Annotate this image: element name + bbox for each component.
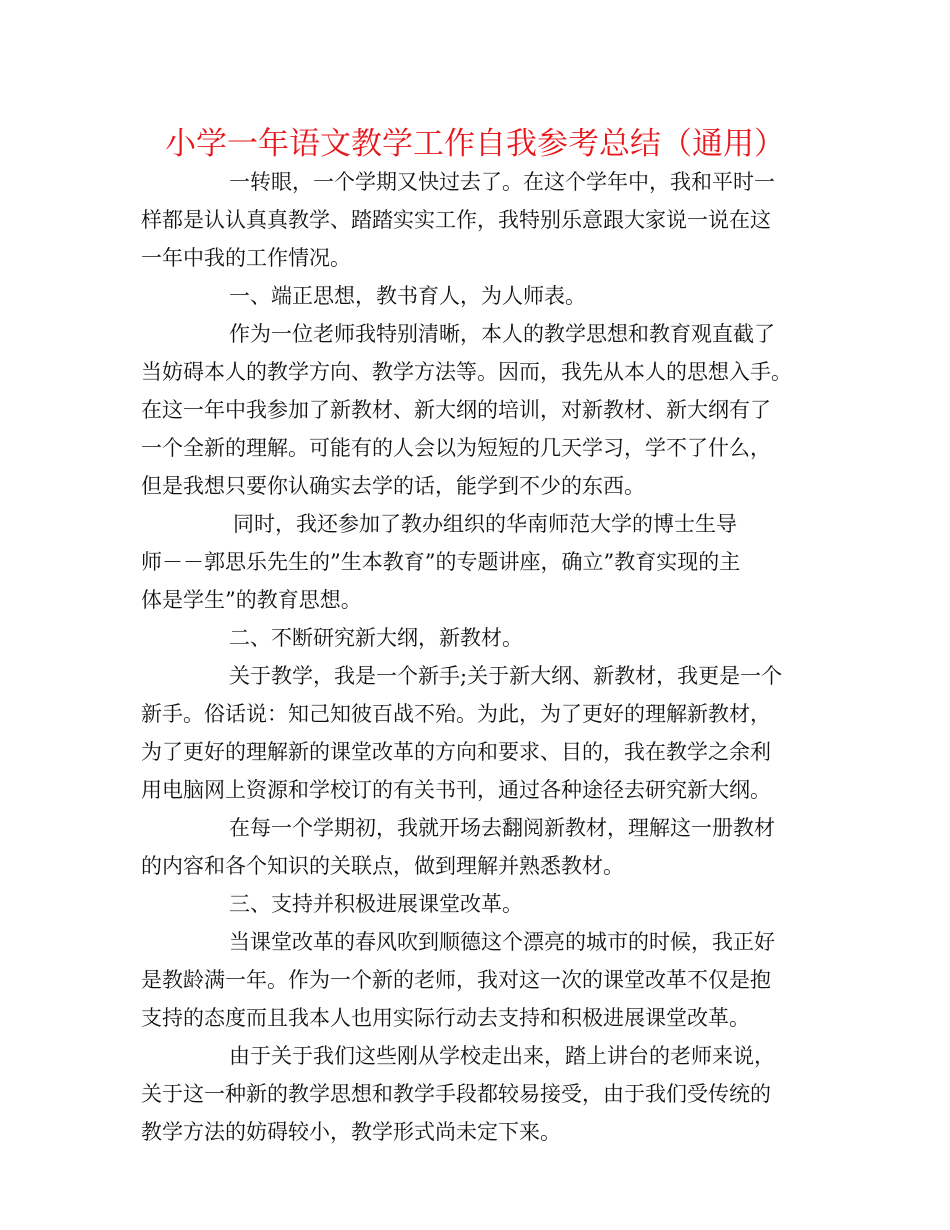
- paragraph-line: 在每一个学期初，我就开场去翻阅新教材，理解这一册教材: [229, 816, 775, 840]
- paragraph-line: 作为一位老师我特别清晰，本人的教学思想和教育观直截了: [229, 322, 775, 346]
- paragraph-line: 同时，我还参加了教办组织的华南师范大学的博士生导: [233, 512, 737, 536]
- section-heading: 二、不断研究新大纲，新教材。: [229, 626, 523, 650]
- paragraph-line: 但是我想只要你认确实去学的话，能学到不少的东西。: [141, 474, 645, 498]
- document-title: 小学一年语文教学工作自我参考总结（通用）: [165, 126, 785, 162]
- paragraph-line: 的内容和各个知识的关联点，做到理解并熟悉教材。: [141, 854, 624, 878]
- paragraph-line: 支持的态度而且我本人也用实际行动去支持和积极进展课堂改革。: [141, 1006, 750, 1030]
- section-heading: 三、支持并积极进展课堂改革。: [229, 892, 523, 916]
- paragraph-line: 用电脑网上资源和学校订的有关书刊，通过各种途径去研究新大纲。: [141, 778, 771, 802]
- paragraph-line: 在这一年中我参加了新教材、新大纲的培训，对新教材、新大纲有了: [141, 398, 771, 422]
- section-heading: 一、端正思想，教书育人，为人师表。: [229, 284, 586, 308]
- paragraph-line: 体是学生”的教育思想。: [141, 588, 362, 612]
- paragraph-line: 由于关于我们这些刚从学校走出来，踏上讲台的老师来说，: [229, 1044, 775, 1068]
- paragraph-line: 教学方法的妨碍较小，教学形式尚未定下来。: [141, 1120, 561, 1144]
- paragraph-line: 关于这一种新的教学思想和教学手段都较易接受，由于我们受传统的: [141, 1082, 771, 1106]
- paragraph-line: 当课堂改革的春风吹到顺德这个漂亮的城市的时候，我正好: [229, 930, 775, 954]
- paragraph-line: 为了更好的理解新的课堂改革的方向和要求、目的，我在教学之余利: [141, 740, 771, 764]
- paragraph-line: 关于教学，我是一个新手;关于新大纲、新教材，我更是一个: [229, 664, 783, 688]
- paragraph-line: 一转眼，一个学期又快过去了。在这个学年中，我和平时一: [229, 170, 775, 194]
- paragraph-line: 师－－郭思乐先生的”生本教育”的专题讲座，确立”教育实现的主: [141, 550, 741, 574]
- paragraph-line: 一年中我的工作情况。: [141, 246, 351, 270]
- paragraph-line: 一个全新的理解。可能有的人会以为短短的几天学习，学不了什么，: [141, 436, 771, 460]
- document-body: [141, 163, 821, 1151]
- paragraph-line: 样都是认认真真教学、踏踏实实工作，我特别乐意跟大家说一说在这: [141, 208, 771, 232]
- paragraph-line: 当妨碍本人的教学方向、教学方法等。因而，我先从本人的思想入手。: [141, 360, 792, 384]
- paragraph-line: 新手。俗话说：知己知彼百战不殆。为此，为了更好的理解新教材，: [141, 702, 771, 726]
- paragraph-line: 是教龄满一年。作为一个新的老师，我对这一次的课堂改革不仅是抱: [141, 968, 771, 992]
